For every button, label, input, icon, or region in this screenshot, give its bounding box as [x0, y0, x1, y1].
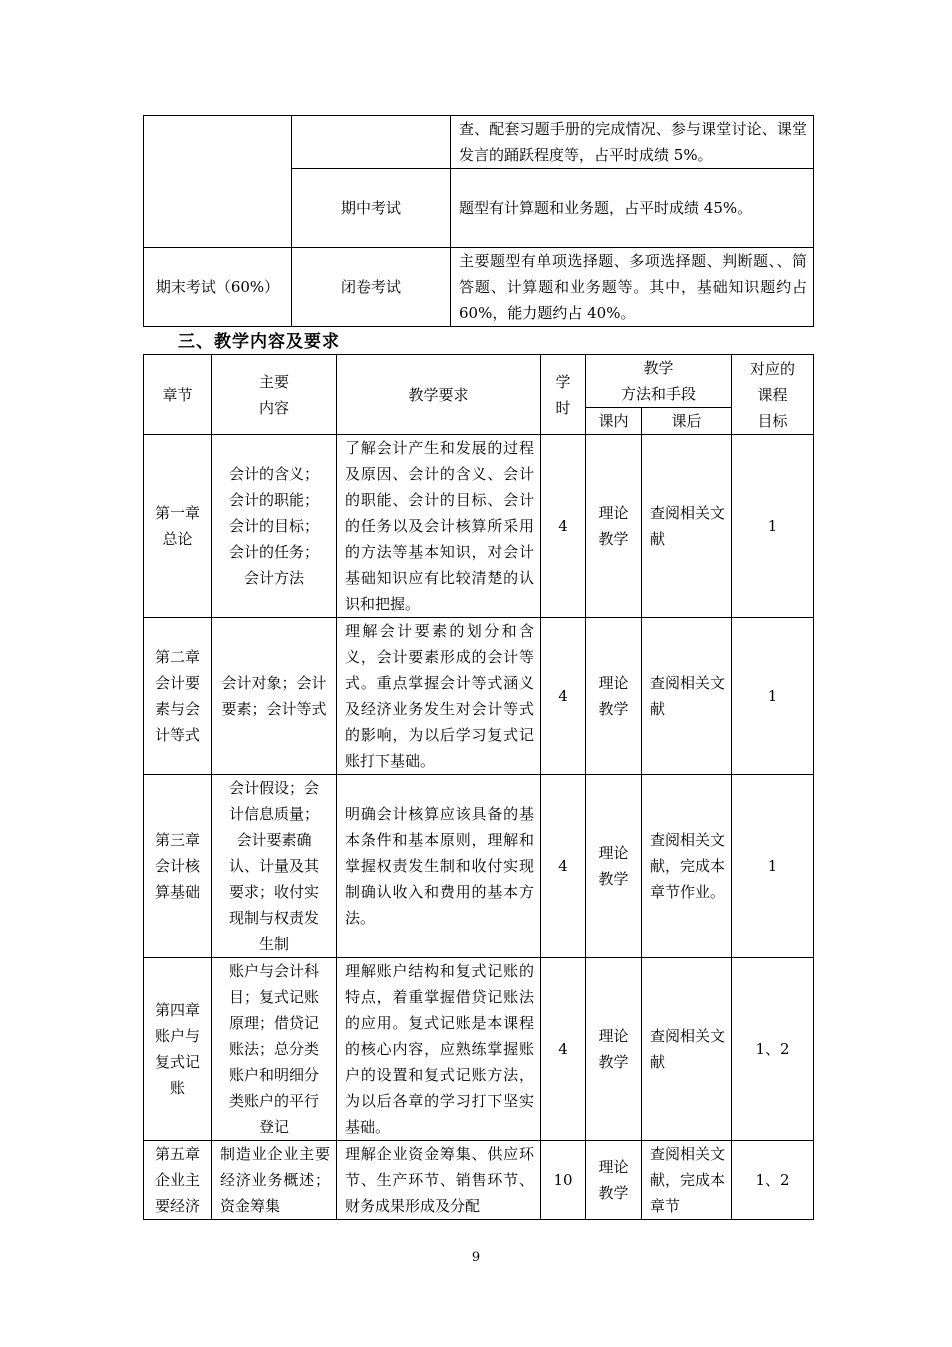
header-methods: 教学 方法和手段: [586, 355, 732, 408]
assessment-description-cell: 查、配套习题手册的完成情况、参与课堂讨论、课堂发言的踊跃程度等，占平时成绩 5%。: [451, 116, 814, 169]
assessment-category-cell: [144, 116, 292, 248]
course-target-cell: 1、2: [732, 1141, 814, 1220]
in-class-cell: 理论 教学: [586, 435, 642, 618]
course-target-cell: 1: [732, 775, 814, 958]
teaching-content-table: [143, 354, 814, 1220]
assessment-method-cell: [292, 116, 451, 169]
assessment-table: [143, 115, 814, 327]
header-chapter: 章节: [144, 355, 212, 435]
page-number: 9: [471, 1250, 481, 1265]
in-class-cell: 理论 教学: [586, 958, 642, 1141]
after-class-cell: 查阅相关文献: [642, 618, 732, 775]
main-content-cell: 会计对象；会计要素；会计等式: [212, 618, 337, 775]
hours-cell: 4: [541, 775, 586, 958]
header-requirements: 教学要求: [337, 355, 541, 435]
chapter-cell: 第二章 会计要 素与会 计等式: [144, 618, 212, 775]
section-title: 三、教学内容及要求: [178, 332, 340, 352]
assessment-description-cell: 主要题型有单项选择题、多项选择题、判断题、、简答题、计算题和业务题等。其中，基础知识题约占 60%，能力题约占 40%。: [451, 248, 814, 327]
course-target-cell: 1、2: [732, 958, 814, 1141]
assessment-description-cell: 题型有计算题和业务题，占平时成绩 45%。: [451, 169, 814, 248]
requirements-cell: 了解会计产生和发展的过程及原因、会计的含义、会计的职能、会计的目标、会计的任务以及会计核算所采用的方法等基本知识，对会计基础知识应有比较清楚的认识和把握。: [337, 435, 541, 618]
in-class-cell: 理论 教学: [586, 1141, 642, 1220]
hours-cell: 10: [541, 1141, 586, 1220]
requirements-cell: 明确会计核算应该具备的基本条件和基本原则，理解和掌握权责发生制和收付实现制确认收入和费用的基本方法。: [337, 775, 541, 958]
course-target-cell: 1: [732, 435, 814, 618]
chapter-cell: 第五章 企业主 要经济: [144, 1141, 212, 1220]
in-class-cell: 理论 教学: [586, 775, 642, 958]
header-main-content: 主要 内容: [212, 355, 337, 435]
main-content-cell: 制造业企业主要经济业务概述；资金筹集: [212, 1141, 337, 1220]
header-hours: 学 时: [541, 355, 586, 435]
chapter-cell: 第三章 会计核 算基础: [144, 775, 212, 958]
requirements-cell: 理解账户结构和复式记账的特点，着重掌握借贷记账法的应用。复式记账是本课程的核心内容，应熟练掌握账户的设置和复式记账方法，为以后各章的学习打下坚实基础。: [337, 958, 541, 1141]
course-target-cell: 1: [732, 618, 814, 775]
hours-cell: 4: [541, 618, 586, 775]
requirements-cell: 理解企业资金筹集、供应环节、生产环节、销售环节、财务成果形成及分配: [337, 1141, 541, 1220]
assessment-method-cell: 期中考试: [292, 169, 451, 248]
header-in-class: 课内: [586, 408, 642, 435]
main-content-cell: 会计的含义； 会计的职能； 会计的目标； 会计的任务； 会计方法: [212, 435, 337, 618]
chapter-cell: 第四章 账户与 复式记 账: [144, 958, 212, 1141]
hours-cell: 4: [541, 435, 586, 618]
header-course-target: 对应的 课程 目标: [732, 355, 814, 435]
header-after-class: 课后: [642, 408, 732, 435]
in-class-cell: 理论 教学: [586, 618, 642, 775]
after-class-cell: 查阅相关文献，完成本章节: [642, 1141, 732, 1220]
assessment-method-cell: 闭卷考试: [292, 248, 451, 327]
after-class-cell: 查阅相关文献，完成本章节作业。: [642, 775, 732, 958]
after-class-cell: 查阅相关文献: [642, 958, 732, 1141]
chapter-cell: 第一章 总论: [144, 435, 212, 618]
assessment-category-cell: 期末考试（60%）: [144, 248, 292, 327]
requirements-cell: 理解会计要素的划分和含义，会计要素形成的会计等式。重点掌握会计等式涵义及经济业务发生对会计等式的影响，为以后学习复式记账打下基础。: [337, 618, 541, 775]
after-class-cell: 查阅相关文献: [642, 435, 732, 618]
hours-cell: 4: [541, 958, 586, 1141]
main-content-cell: 账户与会计科目；复式记账原理；借贷记账法；总分类账户和明细分类账户的平行登记: [212, 958, 337, 1141]
main-content-cell: 会计假设；会计信息质量；会计要素确认、计量及其要求；收付实现制与权责发生制: [212, 775, 337, 958]
